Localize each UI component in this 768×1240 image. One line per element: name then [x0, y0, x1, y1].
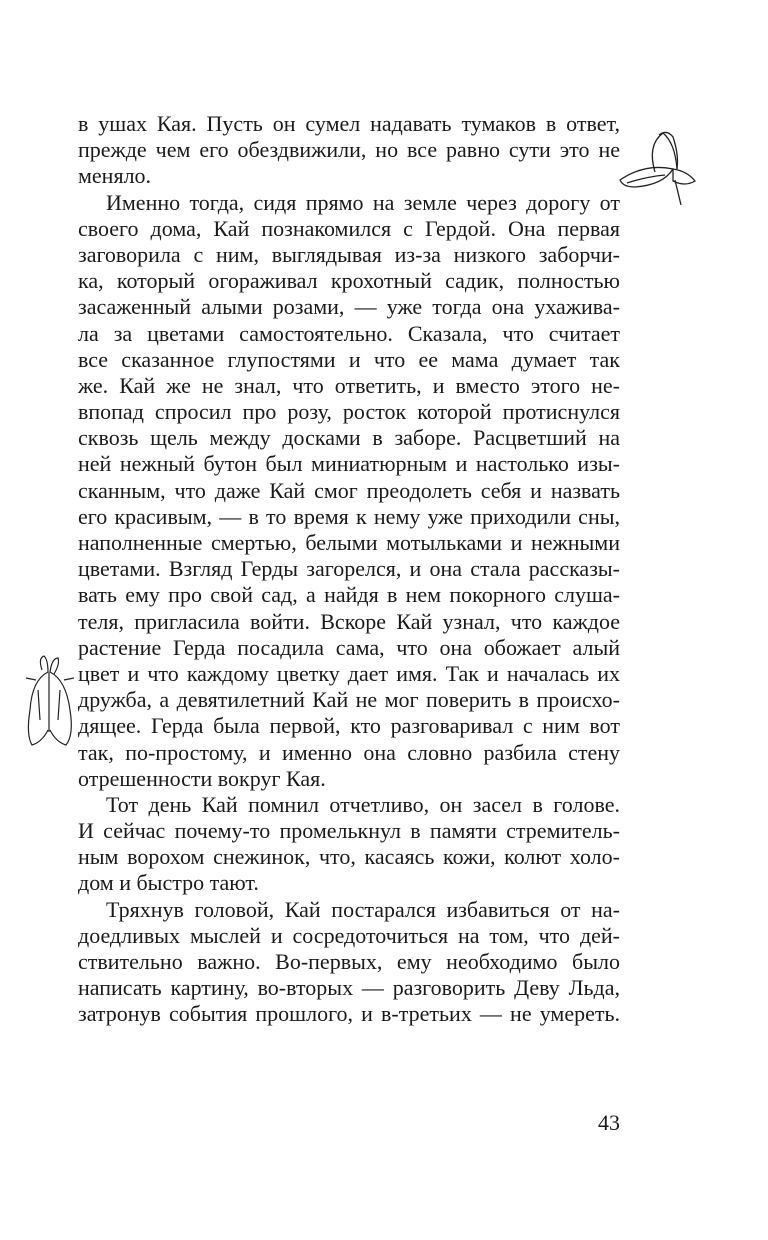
text-line: ней нежный бутон был миниатюрным и настолько изы-: [78, 451, 620, 477]
text-line: цветами. Взгляд Герды загорелся, и она стала рассказы-: [78, 556, 620, 582]
body-text: [78, 111, 620, 1028]
text-line: прежде чем его обездвижили, но все равно сути это не: [78, 137, 620, 163]
text-line: меняло.: [78, 163, 152, 189]
text-line: ствительно важно. Во-первых, ему необходимо было: [78, 949, 620, 974]
text-line: наполненные смертью, белыми мотыльками и нежными: [78, 530, 620, 555]
text-line: впопад спросил про розу, росток которой протиснулся: [78, 399, 620, 425]
text-line: И сейчас почему-то промелькнул в памяти стремитель-: [78, 818, 620, 844]
text-line: написать картину, во-вторых — разговорить Деву Льда,: [78, 975, 620, 1001]
text-line: Тот день Кай помнил отчетливо, он засел в голове.: [106, 791, 620, 817]
text-line: его красивым, — в то время к нему уже приходили сны,: [78, 503, 620, 529]
page-number: 43: [598, 1110, 620, 1135]
text-line: сканным, что даже Кай смог преодолеть себя и назвать: [78, 477, 620, 503]
text-line: доедливых мыслей и сосредоточиться на том, что дей-: [78, 922, 620, 948]
text-line: вать ему про свой сад, а найдя в нем покорного слуша-: [78, 582, 620, 608]
text-line: дящее. Герда была первой, кто разговаривал с ним вот: [78, 713, 620, 739]
text-line: дружба, а девятилетний Кай не мог поверить в происхо-: [78, 687, 620, 713]
text-line: дом и быстро тают.: [78, 870, 259, 896]
text-line: же. Кай же не знал, что ответить, и вместо этого не-: [78, 372, 620, 398]
text-line: так, по-простому, и именно она словно разбила стену: [78, 739, 620, 765]
text-line: ным ворохом снежинок, что, касаясь кожи, колют холо-: [78, 844, 620, 870]
text-line: затронув события прошлого, и в-третьих — не умереть.: [78, 1001, 620, 1027]
text-line: теля, пригласила войти. Вскоре Кай узнал, что каждое: [78, 608, 620, 634]
text-line: ла за цветами самостоятельно. Сказала, что считает: [78, 320, 620, 346]
text-line: все сказанное глупостями и что ее мама думает так: [78, 346, 620, 372]
moth-illustration: [18, 650, 80, 755]
text-line: цвет и что каждому цветку дает имя. Так и началась их: [78, 660, 620, 686]
text-line: Тряхнув головой, Кай постарался избавиться от на-: [106, 896, 620, 922]
text-line: в ушах Кая. Пусть он сумел надавать тумаков в ответ,: [78, 111, 620, 136]
text-line: засаженный алыми розами, — уже тогда она ухажива-: [78, 294, 620, 320]
butterfly-illustration: [615, 125, 710, 220]
text-line: ка, который огораживал крохотный садик, полностью: [78, 268, 620, 294]
text-line: растение Герда посадила сама, что она обожает алый: [78, 634, 620, 660]
text-line: отрешенности вокруг Кая.: [78, 765, 326, 791]
text-line: заговорила с ним, выглядывая из-за низкого заборчи-: [78, 241, 620, 267]
text-line: сквозь щель между досками в заборе. Расцветший на: [78, 425, 620, 451]
text-line: своего дома, Кай познакомился с Гердой. Она первая: [78, 215, 620, 241]
text-line: Именно тогда, сидя прямо на земле через дорогу от: [106, 189, 620, 215]
